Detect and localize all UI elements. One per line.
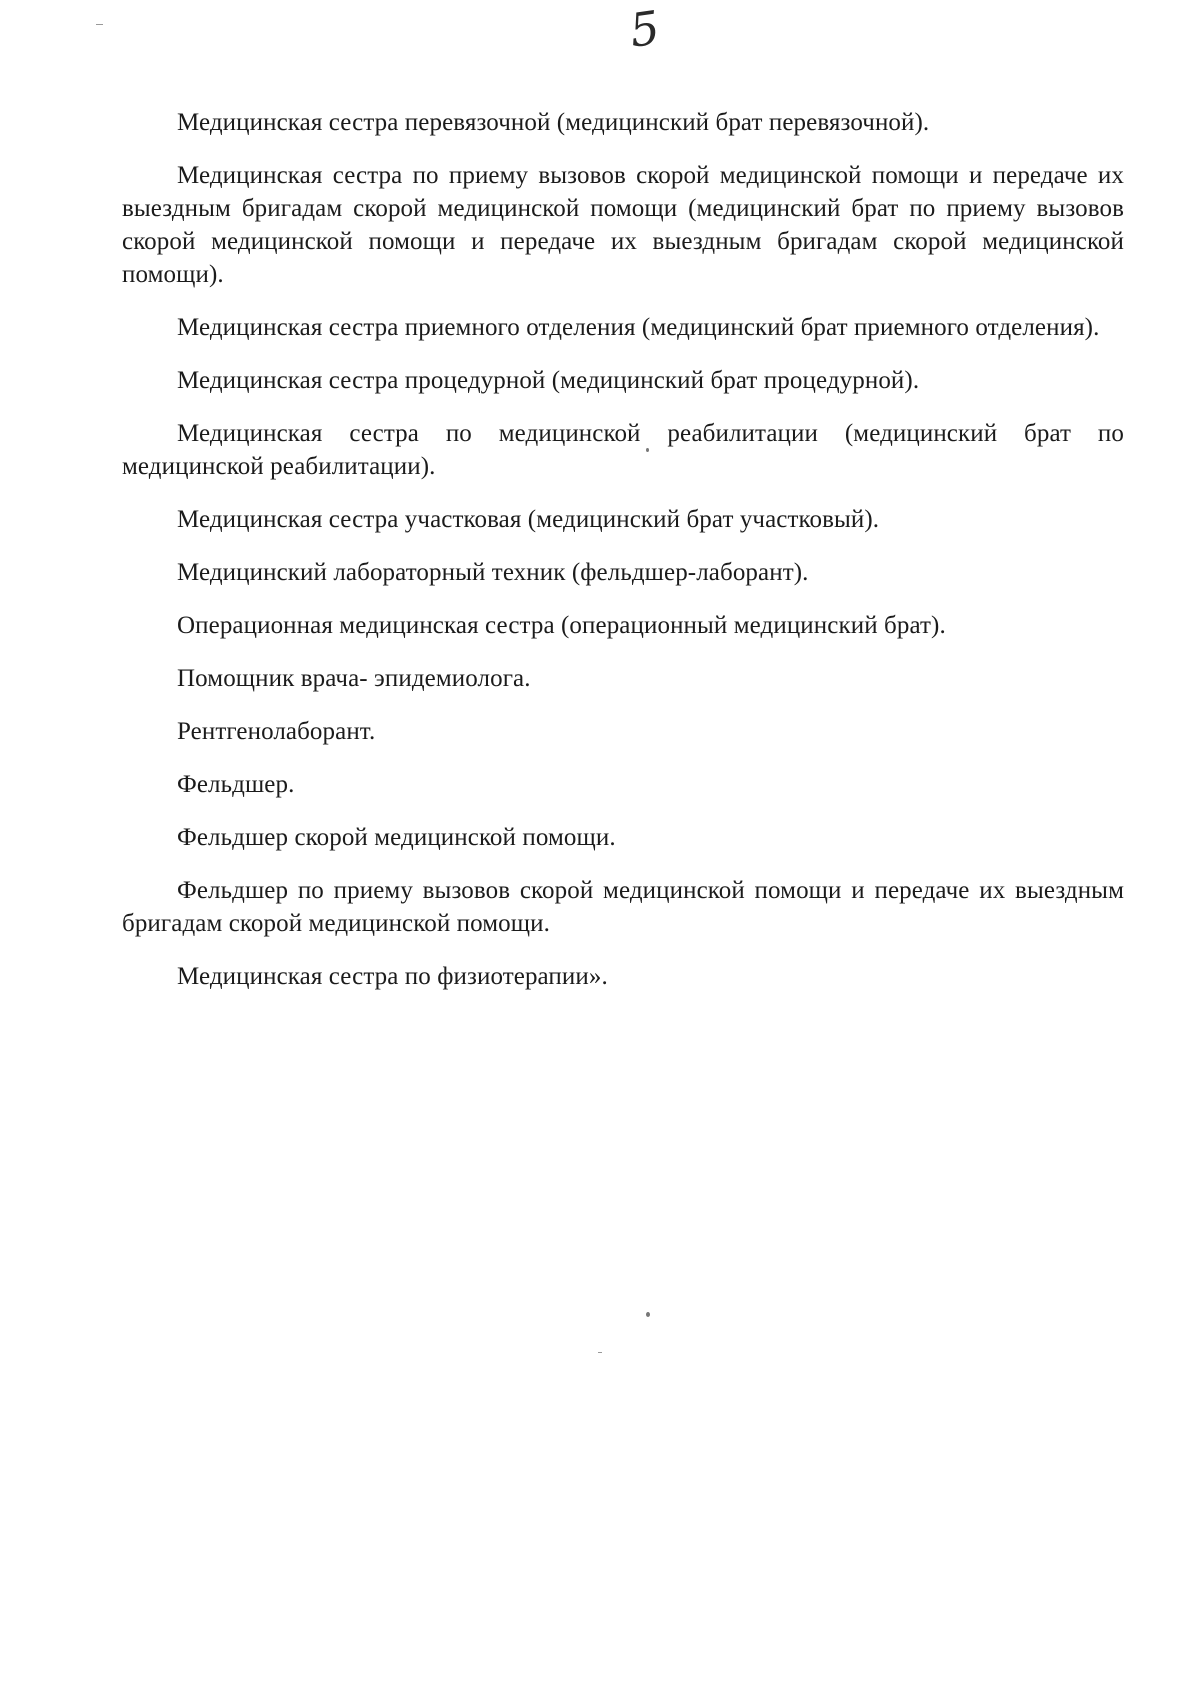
list-item: Операционная медицинская сестра (операционный медицинский брат). [177,612,946,639]
list-item: Медицинский лабораторный техник (фельдшер-лаборант). [177,559,809,586]
document-body [122,106,1124,1013]
list-item: Помощник врача- эпидемиолога. [177,665,531,692]
list-item: Рентгенолаборант. [177,718,376,745]
list-item: Медицинская сестра по медицинской реабилитации (медицинский брат по медицинской реабилитации). [122,420,1124,480]
page-number: 5 [626,0,663,58]
list-item: Фельдшер скорой медицинской помощи. [177,824,616,851]
list-item: Фельдшер по приему вызовов скорой медицинской помощи и передаче их выездным бригадам скорой медицинской помощи. [122,877,1124,937]
scan-artifact [96,24,103,25]
scan-artifact [646,1312,650,1317]
list-item: Медицинская сестра по приему вызовов скорой медицинской помощи и передаче их выездным бригадам скорой медицинской помощи (медицинский брат по приему вызовов скорой медицинской помощи и передаче их выездным бригадам скорой медицинской помощи). [122,162,1124,288]
list-item: Медицинская сестра приемного отделения (медицинский брат приемного отделения). [177,314,1100,341]
scan-artifact [598,1352,602,1353]
list-item: Медицинская сестра по физиотерапии». [177,963,608,990]
list-item: Медицинская сестра процедурной (медицинский брат процедурной). [177,367,920,394]
list-item: Медицинская сестра перевязочной (медицинский брат перевязочной). [177,109,930,136]
list-item: Фельдшер. [177,771,295,798]
list-item: Медицинская сестра участковая (медицинский брат участковый). [177,506,880,533]
